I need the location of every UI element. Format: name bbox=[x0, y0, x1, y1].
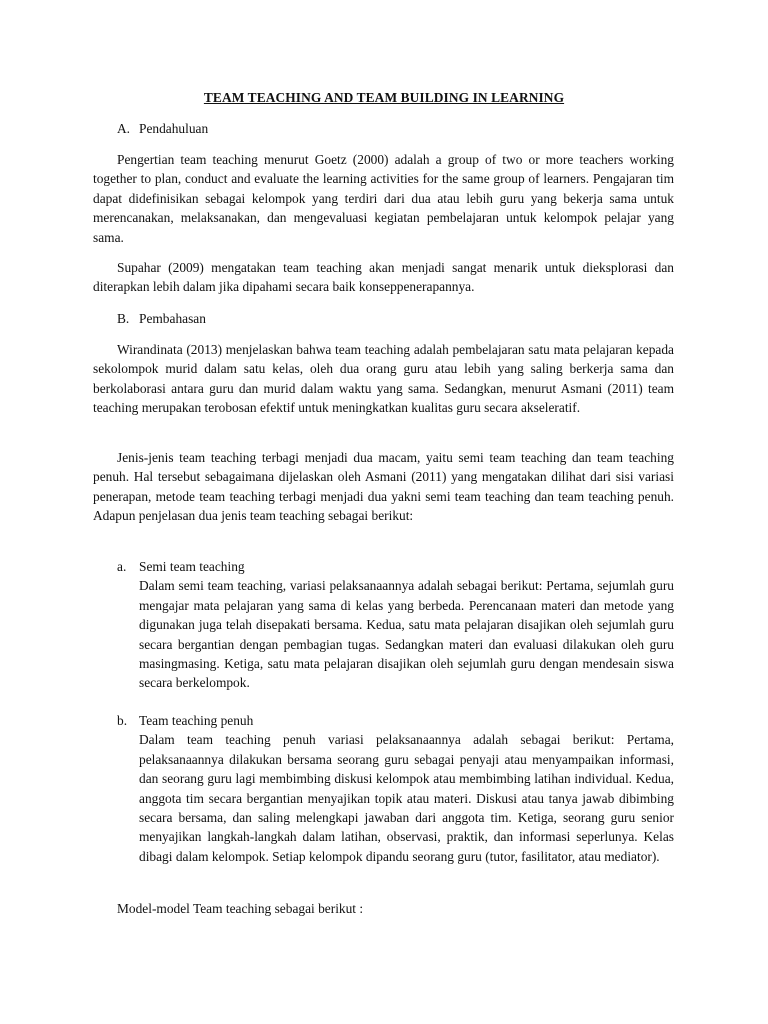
section-heading-pembahasan bbox=[117, 309, 206, 328]
paragraph-model-team-teaching: Model-model Team teaching sebagai berikut : bbox=[117, 901, 364, 916]
section-heading-pendahuluan bbox=[117, 119, 208, 138]
paragraph-supahar: Supahar (2009) mengatakan team teaching akan menjadi sangat menarik untuk dieksplorasi dan diterapkan lebih dalam jika dipahami secara baik konseppenerapannya. bbox=[93, 260, 674, 295]
list-marker: a. bbox=[117, 559, 127, 574]
section-marker: B. bbox=[117, 311, 130, 326]
list-marker: b. bbox=[117, 713, 128, 728]
list-item-body: Dalam semi team teaching, variasi pelaksanaannya adalah sebagai berikut: Pertama, sejumlah guru mengajar mata pelajaran yang sama di kelas yang berbeda. Perencanaan materi dan metode yang digunakan juga telah disepakati bersama. Kedua, satu mata pelajaran disajikan oleh sejumlah guru secara bergantian dengan pembagian tugas. Sedangkan materi dan evaluasi dilakukan oleh guru masingmasing. Ketiga, satu mata pelajaran disajikan oleh sejumlah guru dengan mendesain siswa secara berkelompok. bbox=[139, 578, 674, 691]
section-marker: A. bbox=[117, 121, 131, 136]
section-label: Pembahasan bbox=[139, 311, 206, 326]
paragraph-jenis-team-teaching: Jenis-jenis team teaching terbagi menjadi dua macam, yaitu semi team teaching dan team teaching penuh. Hal tersebut sebagaimana dijelaskan oleh Asmani (2011) yang mengatakan dilihat dari sisi variasi penerapan, metode team teaching terbagi menjadi dua yakni semi team teaching dan team teaching penuh. Adapun penjelasan dua jenis team teaching sebagai berikut: bbox=[93, 450, 674, 524]
document-title: TEAM TEACHING AND TEAM BUILDING IN LEARNING bbox=[203, 90, 565, 105]
section-label: Pendahuluan bbox=[139, 121, 209, 136]
list-item-label: Semi team teaching bbox=[139, 559, 245, 574]
paragraph-wirandinata: Wirandinata (2013) menjelaskan bahwa team teaching adalah pembelajaran satu mata pelajaran kepada sekolompok murid dalam satu kelas, oleh dua orang guru atau lebih yang saling berkerja sama dan berkolaborasi antara guru dan murid dalam waktu yang sama. Sedangkan, menurut Asmani (2011) team teaching merupakan terobosan efektif untuk meningkatkan kualitas guru secara akseleratif. bbox=[93, 342, 674, 416]
list-item-label: Team teaching penuh bbox=[139, 713, 254, 728]
paragraph-definition-goetz: Pengertian team teaching menurut Goetz (2000) adalah a group of two or more teachers working together to plan, conduct and evaluate the learning activities for the same group of learners. Pengajaran tim dapat didefinisikan sebagai kelompok yang terdiri dari dua atau lebih guru yang bekerja sama untuk merencanakan, melaksanakan, dan mengevaluasi kegiatan pembelajaran untuk kelompok pelajar yang sama. bbox=[93, 152, 674, 245]
list-item-body: Dalam team teaching penuh variasi pelaksanaannya adalah sebagai berikut: Pertama, pelaksanaannya dilakukan bersama seorang guru sebagai penyaji atau menyampaikan informasi, dan seorang guru lagi membimbing diskusi kelompok atau membimbing latihan individual. Kedua, anggota tim secara bergantian menyajikan topik atau materi. Diskusi atau tanya jawab dibimbing secara bersama, dan saling melengkapi jawaban dari anggota tim. Ketiga, seorang guru senior menyajikan langkah-langkah dalam latihan, observasi, praktik, dan informasi seperlunya. Kelas dibagi dalam kelompok. Setiap kelompok dipandu seorang guru (tutor, fasilitator, atau mediator). bbox=[139, 732, 674, 864]
